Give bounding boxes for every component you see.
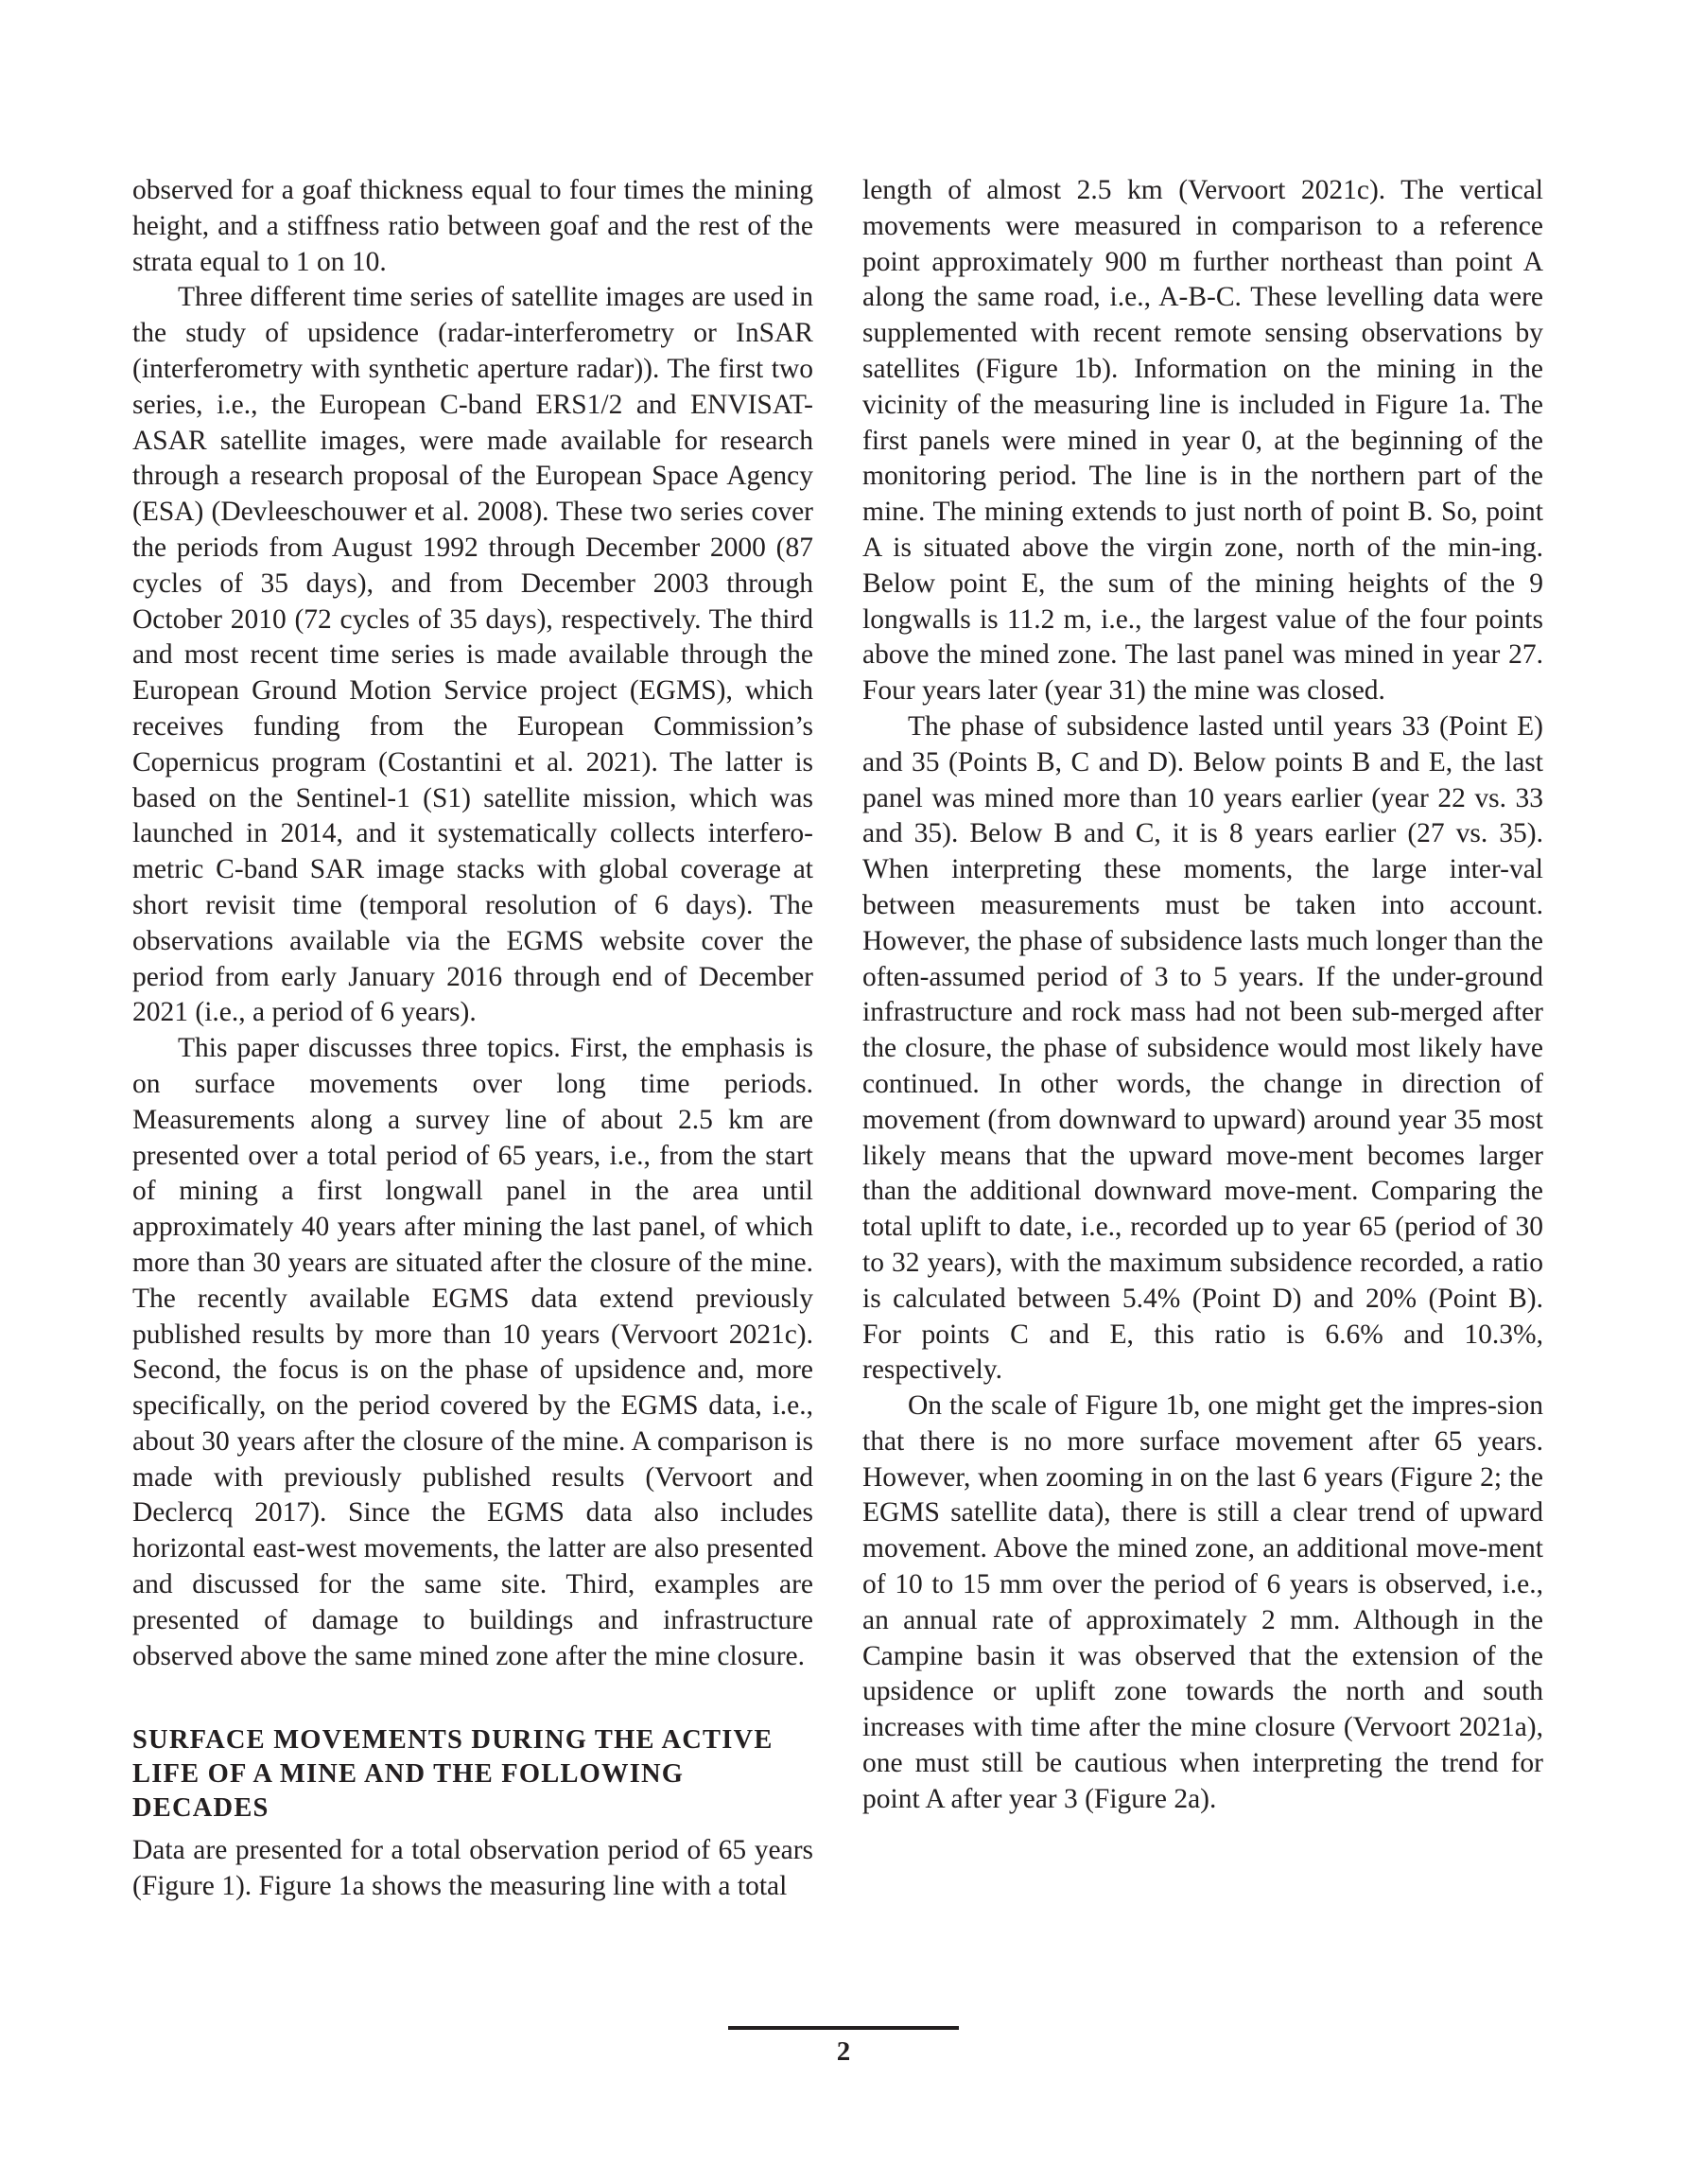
paragraph: Data are presented for a total observation period of 65 years (Figure 1). Figure 1a shows the measuring line with a total [132,1835,813,1902]
paragraph: The phase of subsidence lasted until years 33 (Point E) and 35 (Points B, C and D). Below points B and E, the last panel was mined more than 10 years earlier (year 22 vs. 33 and 35). Below B and C, it is 8 years earlier (27 vs. 35). When interpreting these moments, the large inter-val between measurements must be taken into account. However, the phase of subsidence lasts much longer than the often-assumed period of 3 to 5 years. If the under-ground infrastructure and rock mass had not been sub-merged after the closure, the phase of subsidence would most likely have continued. In other words, the change in direction of movement (from downward to upward) around year 35 most likely means that the upward move-ment becomes larger than the additional downward move-ment. Comparing the total uplift to date, i.e., recorded up to year 65 (period of 30 to 32 years), with the maximum subsidence recorded, a ratio is calculated between 5.4% (Point D) and 20% (Point B). For points C and E, this ratio is 6.6% and 10.3%, respectively. [862,710,1543,1386]
page-number: 2 [836,2036,851,2067]
section-heading: SURFACE MOVEMENTS DURING THE ACTIVE LIFE OF A MINE AND THE FOLLOWING DECADES [132,1725,774,1824]
paragraph: On the scale of Figure 1b, one might get the impres-sion that there is no more surface movement after 65 years. However, when zooming in on the last 6 years (Figure 2; the EGMS satellite data), there is still a clear trend of upward movement. Above the mined zone, an additional move-ment of 10 to 15 mm over the period of 6 years is observed, i.e., an annual rate of approximately 2 mm. Although in the Campine basin it was observed that the extension of the upsidence or uplift zone towards the north and south increases with time after the mine closure (Vervoort 2021a), one must still be cautious when interpreting the trend for point A after year 3 (Figure 2a). [862,1390,1543,1814]
paragraph: This paper discusses three topics. First, the emphasis is on surface movements over long time periods. Measurements along a survey line of about 2.5 km are presented over a total period of 65 years, i.e., from the start of mining a first longwall panel in the area until approximately 40 years after mining the last panel, of which more than 30 years are situated after the closure of the mine. The recently available EGMS data extend previously published results by more than 10 years (Vervoort 2021c). Second, the focus is on the phase of upsidence and, more specifically, on the period covered by the EGMS data, i.e., about 30 years after the closure of the mine. A comparison is made with previously published results (Vervoort and Declercq 2017). Since the EGMS data also includes horizontal east-west movements, the latter are also presented and discussed for the same site. Third, examples are presented of damage to buildings and infrastructure observed above the same mined zone after the mine closure. [132,1033,813,1671]
paragraph: observed for a goaf thickness equal to four times the mining height, and a stiffness ratio between goaf and the rest of the strata equal to 1 on 10. [132,175,813,277]
paragraph: Three different time series of satellite images are used in the study of upsidence (radar-interferometry or InSAR (interferometry with synthetic aperture radar)). The first two series, i.e., the European C-band ERS1/2 and ENVISAT-ASAR satellite images, were made available for research through a research proposal of the European Space Agency (ESA) (Devleeschouwer et al. 2008). These two series cover the periods from August 1992 through December 2000 (87 cycles of 35 days), and from December 2003 through October 2010 (72 cycles of 35 days), respectively. The third and most recent time series is made available through the European Ground Motion Service project (EGMS), which receives funding from the European Commission’s Copernicus program (Costantini et al. 2021). The latter is based on the Sentinel-1 (S1) satellite mission, which was launched in 2014, and it systematically collects interfero-metric C-band SAR image stacks with global coverage at short revisit time (temporal resolution of 6 days). The observations available via the EGMS website cover the period from early January 2016 through end of December 2021 (i.e., a period of 6 years). [132,282,813,1028]
right-column [862,173,1543,1818]
left-column [132,173,813,1905]
paragraph: length of almost 2.5 km (Vervoort 2021c). The vertical movements were measured in comparison to a reference point approximately 900 m further northeast than point A along the same road, i.e., A-B-C. These levelling data were supplemented with recent remote sensing observations by satellites (Figure 1b). Information on the mining in the vicinity of the measuring line is included in Figure 1a. The first panels were mined in year 0, at the beginning of the monitoring period. The line is in the northern part of the mine. The mining extends to just north of point B. So, point A is situated above the virgin zone, north of the min-ing. Below point E, the sum of the mining heights of the 9 longwalls is 11.2 m, i.e., the largest value of the four points above the mined zone. The last panel was mined in year 27. Four years later (year 31) the mine was closed. [862,175,1543,707]
footer-rule [728,2026,959,2030]
